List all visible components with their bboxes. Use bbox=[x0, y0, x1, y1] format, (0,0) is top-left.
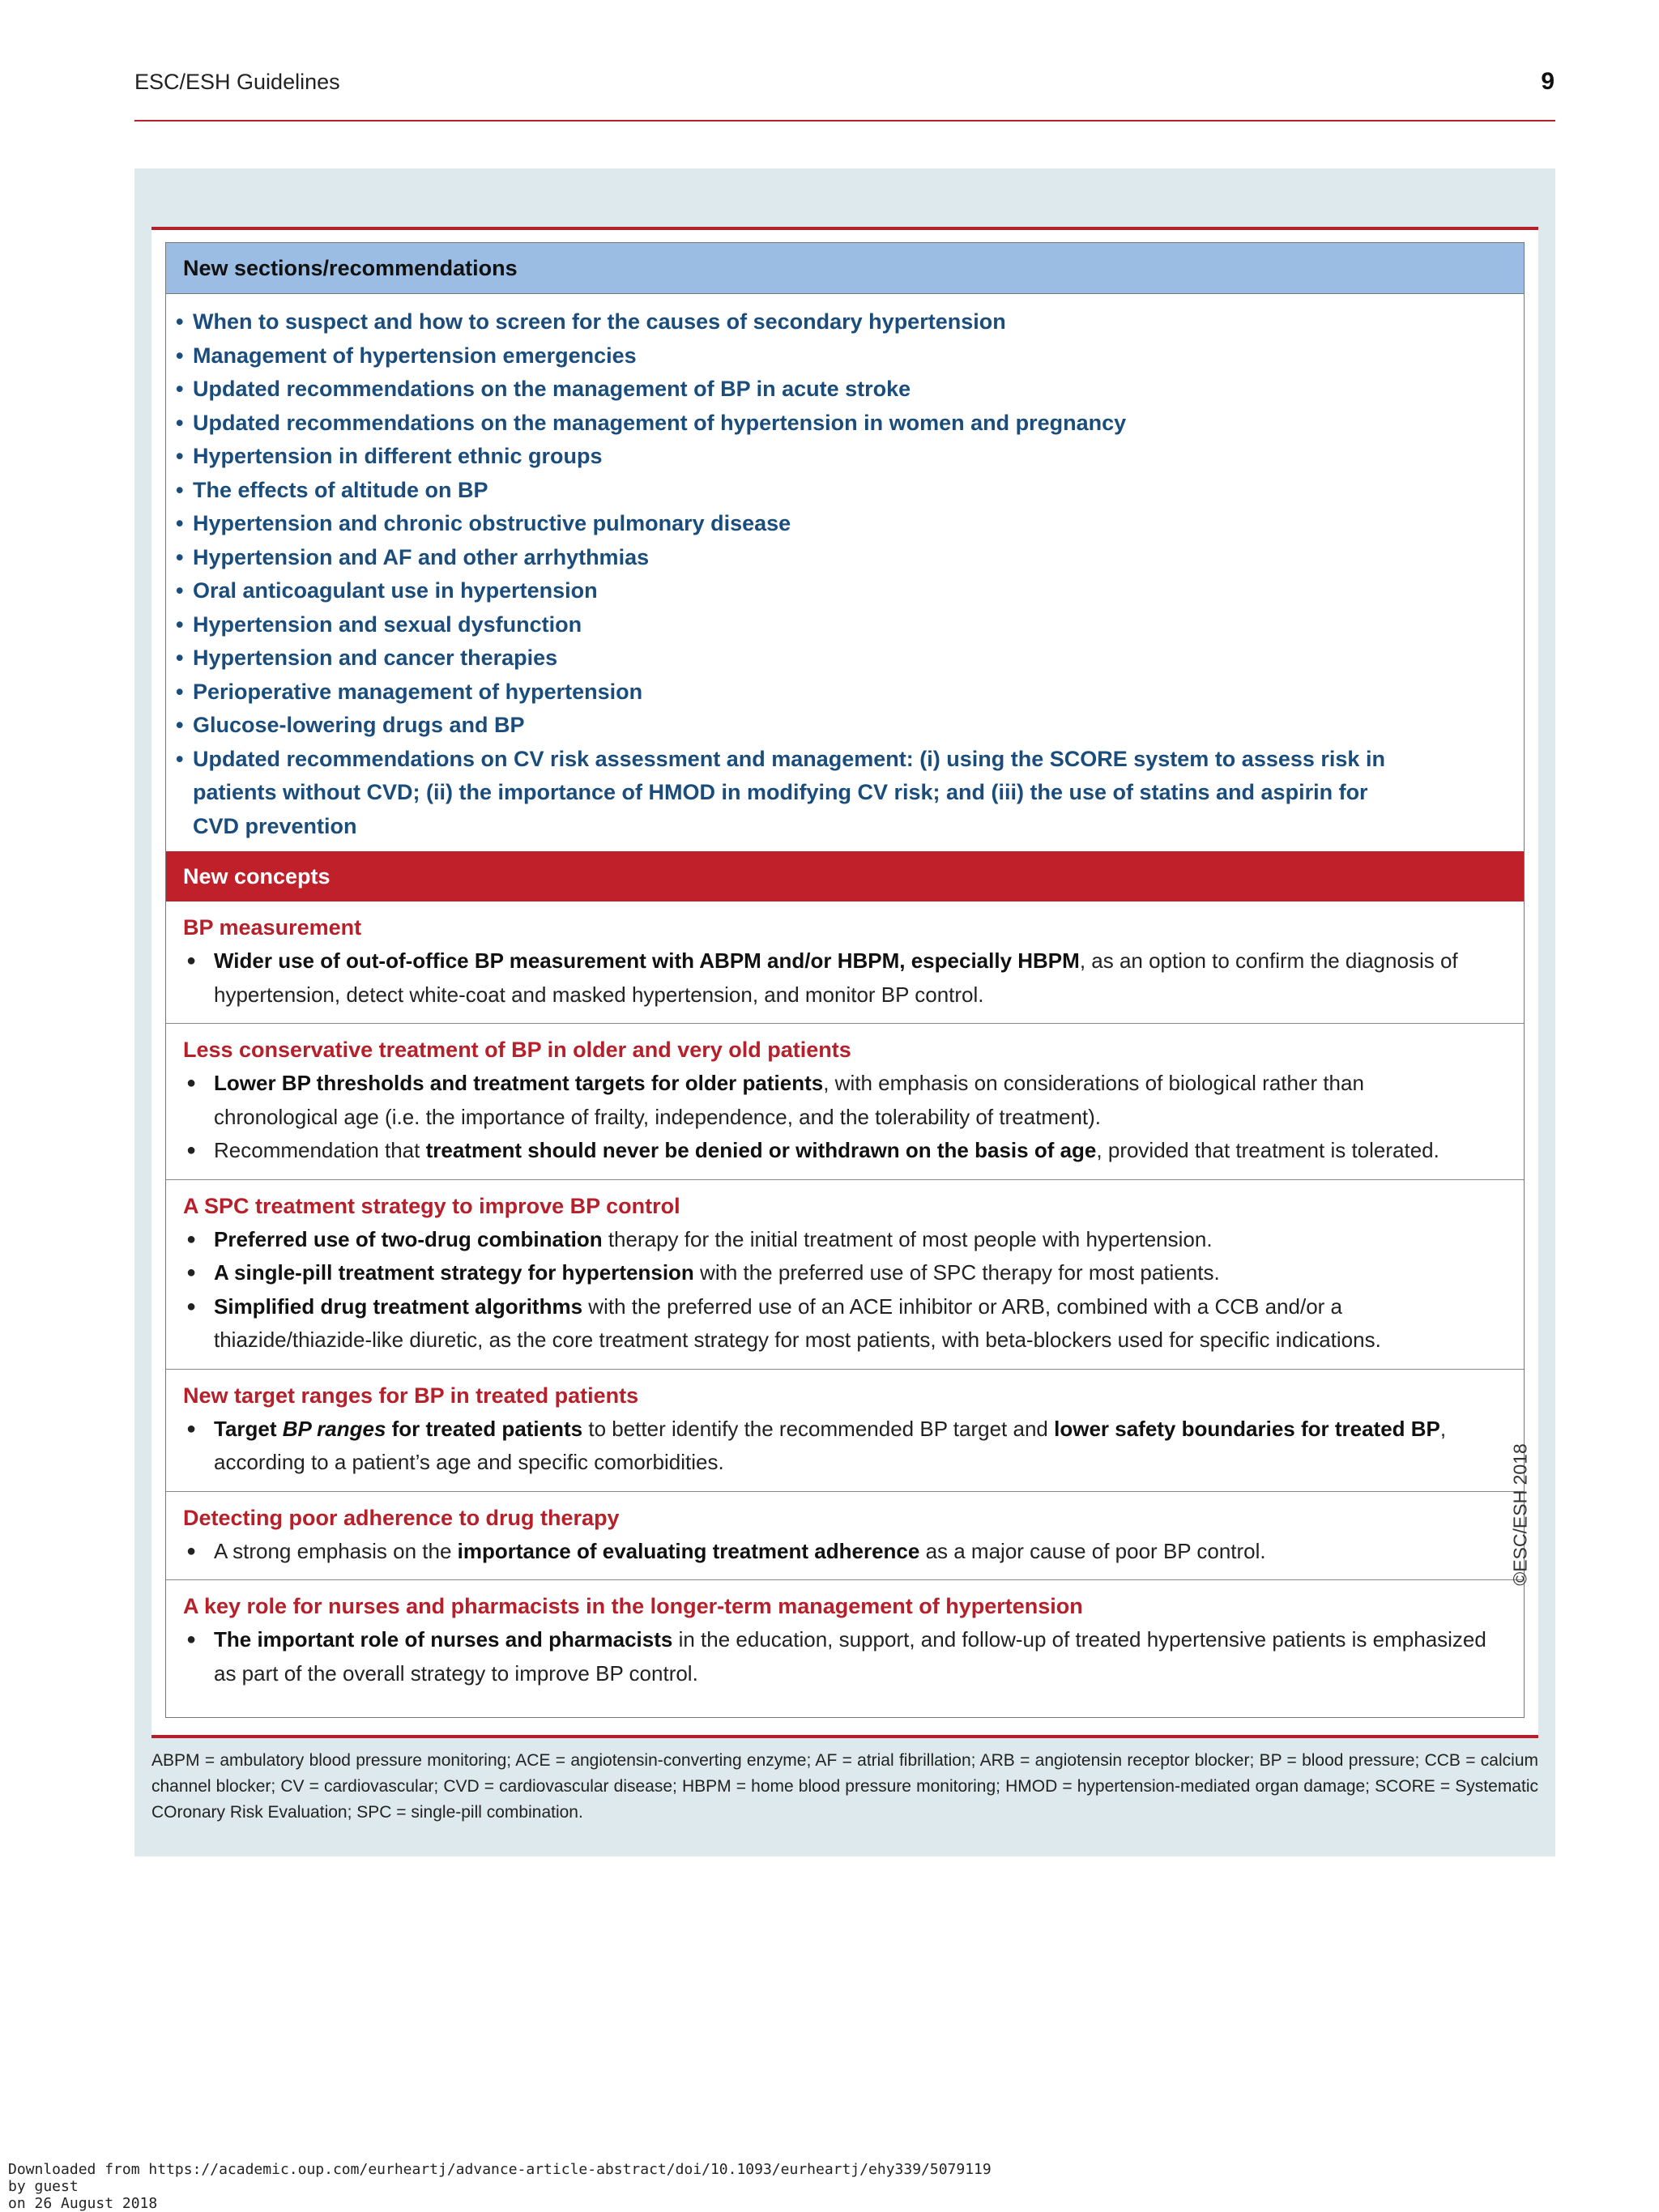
list-item: • Hypertension and sexual dysfunction bbox=[166, 608, 1524, 642]
list-item: • Hypertension and AF and other arrhythmias bbox=[166, 541, 1524, 575]
bullet-text: with the preferred use of SPC therapy for most patients. bbox=[693, 1260, 1220, 1285]
concept-spc-strategy bbox=[166, 1179, 1524, 1369]
bullet-text: with the preferred use of an ACE inhibitor or ARB, combined with a CCB and/or a thiazide/thiazide-like diuretic, as the core treatment strategy for most patients, with beta-blockers used for specific indications. bbox=[214, 1294, 1381, 1352]
summary-table-frame bbox=[151, 227, 1538, 1738]
concept-title: Detecting poor adherence to drug therapy bbox=[183, 1505, 620, 1530]
list-item: • Hypertension in different ethnic groups bbox=[166, 440, 1524, 474]
bullet-bold: treatment should never be denied or withdrawn on the basis of age bbox=[425, 1138, 1097, 1162]
bullet-text: Recommendation that bbox=[214, 1138, 426, 1162]
bullet-bold: Simplified drug treatment algorithms bbox=[214, 1294, 583, 1319]
running-head: ESC/ESH Guidelines bbox=[134, 70, 340, 94]
bullet-bold: importance of evaluating treatment adherence bbox=[457, 1538, 920, 1563]
list-item bbox=[183, 1134, 1491, 1168]
list-item bbox=[183, 1413, 1491, 1480]
concept-title: BP measurement bbox=[183, 915, 362, 940]
list-item: • Oral anticoagulant use in hypertension bbox=[166, 574, 1524, 608]
concept-bullets bbox=[183, 1067, 1491, 1168]
bullet-text: therapy for the initial treatment of most people with hypertension. bbox=[602, 1226, 1213, 1251]
top-red-rule bbox=[151, 227, 1538, 230]
concept-title: A SPC treatment strategy to improve BP control bbox=[183, 1193, 680, 1218]
list-item bbox=[183, 1223, 1491, 1257]
list-item: • Management of hypertension emergencies bbox=[166, 339, 1524, 373]
bottom-red-rule bbox=[151, 1735, 1538, 1738]
list-item bbox=[183, 1067, 1491, 1134]
concept-adherence bbox=[166, 1491, 1524, 1580]
bullet-bold: Wider use of out-of-office BP measurement with ABPM and/or HBPM, especially HBPM bbox=[214, 948, 1080, 973]
list-item bbox=[183, 1256, 1491, 1290]
list-item bbox=[183, 944, 1491, 1012]
list-item bbox=[183, 1290, 1491, 1357]
new-concepts-header: New concepts bbox=[166, 851, 1524, 901]
concept-older-patients bbox=[166, 1023, 1524, 1179]
list-item bbox=[183, 1623, 1491, 1690]
bullet-bold: for treated patients bbox=[386, 1416, 583, 1441]
list-item: • Updated recommendations on CV risk assessment and management: (i) using the SCORE system to assess risk in patients without CVD; (ii) the importance of HMOD in modifying CV risk; and (iii) the use of statins and aspirin for CVD prevention bbox=[166, 743, 1524, 844]
bullet-text: as a major cause of poor BP control. bbox=[919, 1538, 1266, 1563]
bullet-text: A strong emphasis on the bbox=[214, 1538, 458, 1563]
header-rule bbox=[134, 120, 1555, 121]
list-item: • The effects of altitude on BP bbox=[166, 474, 1524, 508]
bullet-bold: Preferred use of two-drug combination bbox=[214, 1226, 603, 1251]
concept-target-ranges bbox=[166, 1369, 1524, 1491]
copyright-text: ©ESC/ESH 2018 bbox=[1509, 1443, 1531, 1586]
bullet-bold: Target bbox=[214, 1416, 283, 1441]
copyright-note bbox=[1508, 1405, 1533, 1624]
list-item: • Perioperative management of hypertension bbox=[166, 676, 1524, 710]
bullet-text: , as an option to confirm the diagnosis of hypertension, detect white-coat and masked hypertension, and monitor BP control. bbox=[214, 948, 1458, 1007]
concept-bp-measurement bbox=[166, 901, 1524, 1023]
bullet-bold: The important role of nurses and pharmacists bbox=[214, 1627, 673, 1652]
abbreviations-footnote: ABPM = ambulatory blood pressure monitoring; ACE = angiotensin-converting enzyme; AF = atrial fibrillation; ARB = angiotensin receptor blocker; BP = blood pressure; CCB = calcium channel blocker; CV = cardiovascular; CVD = cardiovascular disease; HBPM = home blood pressure monitoring; HMOD = hypertension-mediated organ damage; SCORE = Systematic COronary Risk Evaluation; SPC = single-pill combination. bbox=[151, 1751, 1538, 1822]
page-number: 9 bbox=[1541, 68, 1555, 95]
list-item: • Hypertension and cancer therapies bbox=[166, 641, 1524, 676]
summary-panel bbox=[134, 168, 1555, 1856]
bullet-text: , according to a patient’s age and specific comorbidities. bbox=[214, 1416, 1447, 1474]
bullet-text: to better identify the recommended BP target and bbox=[582, 1416, 1055, 1441]
download-note: Downloaded from https://academic.oup.com/eurheartj/advance-article-abstract/doi/10.1093/eurheartj/ehy339/5079119 by guest on 26 August 2018 bbox=[8, 2161, 992, 2212]
concept-bullets bbox=[183, 1535, 1491, 1569]
list-item bbox=[183, 1535, 1491, 1569]
bullet-text: in the education, support, and follow-up of treated hypertensive patients is emphasized as part of the overall strategy to improve BP control. bbox=[214, 1627, 1486, 1686]
bullet-bold: Lower BP thresholds and treatment targets for older patients bbox=[214, 1071, 824, 1095]
bullet-bold-italic: BP ranges bbox=[282, 1416, 386, 1441]
summary-table bbox=[165, 242, 1525, 1718]
new-sections-list bbox=[166, 294, 1524, 851]
bullet-bold: lower safety boundaries for treated BP bbox=[1054, 1416, 1440, 1441]
new-sections-header: New sections/recommendations bbox=[166, 243, 1524, 294]
bullet-text: , provided that treatment is tolerated. bbox=[1096, 1138, 1439, 1162]
concept-nurses-pharmacists bbox=[166, 1579, 1524, 1702]
concept-bullets bbox=[183, 1623, 1491, 1690]
concept-bullets bbox=[183, 1223, 1491, 1357]
list-item: • Hypertension and chronic obstructive pulmonary disease bbox=[166, 507, 1524, 541]
bullet-text: , with emphasis on considerations of biological rather than chronological age (i.e. the importance of frailty, independence, and the tolerability of treatment). bbox=[214, 1071, 1364, 1129]
list-item: • Glucose-lowering drugs and BP bbox=[166, 709, 1524, 743]
concept-title: New target ranges for BP in treated patients bbox=[183, 1383, 639, 1408]
concept-title: Less conservative treatment of BP in older and very old patients bbox=[183, 1038, 851, 1062]
list-item: • Updated recommendations on the management of hypertension in women and pregnancy bbox=[166, 407, 1524, 441]
list-item: • Updated recommendations on the management of BP in acute stroke bbox=[166, 373, 1524, 407]
concept-bullets bbox=[183, 1413, 1491, 1480]
bullet-bold: A single-pill treatment strategy for hypertension bbox=[214, 1260, 694, 1285]
concept-bullets bbox=[183, 944, 1491, 1012]
list-item: • When to suspect and how to screen for the causes of secondary hypertension bbox=[166, 305, 1524, 339]
concept-title: A key role for nurses and pharmacists in the longer-term management of hypertension bbox=[183, 1594, 1083, 1618]
